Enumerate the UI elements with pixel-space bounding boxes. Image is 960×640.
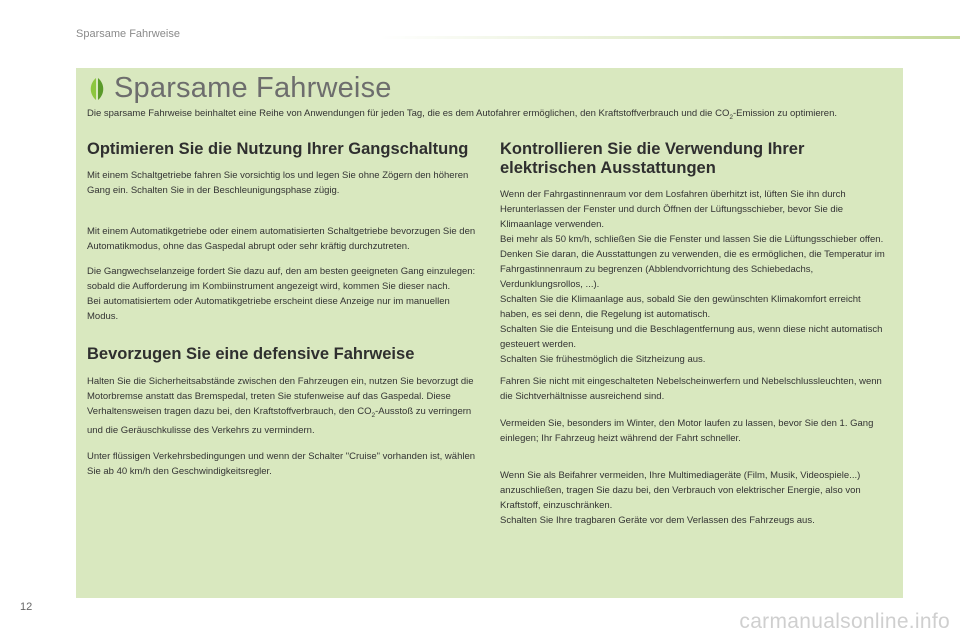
paragraph-indicator-manual-mode: Bei automatisiertem oder Automatikgetriebe erscheint diese Anzeige nur im manuellen Modus. — [87, 296, 450, 322]
paragraph-defrost-off: Schalten Sie die Enteisung und die Beschlagentfernung aus, wenn diese nicht automatisch gesteuert werden. — [500, 324, 883, 350]
header-rule — [380, 36, 960, 39]
paragraph-ventilate: Wenn der Fahrgastinnenraum vor dem Losfahren überhitzt ist, lüften Sie ihn durch Herunterlassen der Fenster und durch Öffnen der Lüftungsschieber, bevor Sie die Klimaanlage verwenden. — [500, 189, 846, 230]
intro-paragraph: Die sparsame Fahrweise beinhaltet eine Reihe von Anwendungen für jeden Tag, die es dem Autofahrer ermöglichen, den Kraftstoffverbrauch und die $CO_2$-Emission zu optimieren. — [87, 108, 837, 121]
paragraph-fog-lights: Fahren Sie nicht mit eingeschalteten Nebelscheinwerfern und Nebelschlussleuchten, wenn die Sichtverhältnisse ausreichend sind. — [500, 376, 882, 402]
paragraph-close-windows: Bei mehr als 50 km/h, schließen Sie die Fenster und lassen Sie die Lüftungsschieber offen. — [500, 234, 884, 245]
paragraph-limit-temperature: Denken Sie daran, die Ausstattungen zu verwenden, die es ermöglichen, die Temperatur im Fahrgastinnenraum zu begrenzen (Abblendvorrichtung des Schiebedachs, Verdunklungsrollos, ...). — [500, 249, 885, 290]
running-head: Sparsame Fahrweise — [76, 28, 180, 40]
paragraph-cruise-control: Unter flüssigen Verkehrsbedingungen und wenn der Schalter "Cruise" vorhanden ist, wählen Sie ab 40 km/h den Geschwindigkeitsregler. — [87, 450, 476, 477]
section-heading-gearshift: Optimieren Sie die Nutzung Ihrer Gangschaltung — [87, 140, 469, 158]
section-heading-defensive-driving: Bevorzugen Sie eine defensive Fahrweise — [87, 345, 415, 363]
right-column — [500, 140, 890, 528]
paragraph-air-conditioning-off: Schalten Sie die Klimaanlage aus, sobald Sie den gewünschten Klimakomfort erreicht haben, es sei denn, die Regelung ist automatisch. — [500, 294, 861, 320]
paragraph-multimedia-devices: Wenn Sie als Beifahrer vermeiden, Ihre Multimediageräte (Film, Musik, Videospiele...) anzuschließen, tragen Sie dazu bei, den Verbrauch von elektrischer Energie, also von Kraftstoff, einzuschränken. — [500, 470, 861, 511]
paragraph-engine-idle: Vermeiden Sie, besonders im Winter, den Motor laufen zu lassen, bevor Sie den 1. Gang einlegen; Ihr Fahrzeug heizt während der Fahrt schneller. — [500, 418, 874, 444]
leaf-icon — [86, 76, 108, 102]
watermark: carmanualsonline.info — [739, 610, 950, 633]
paragraph-safe-distance: Halten Sie die Sicherheitsabstände zwischen den Fahrzeugen ein, nutzen Sie bevorzugt die Motorbremse anstatt das Bremspedal, treten Sie stufenweise auf das Gaspedal. Diese Verhaltensweisen tragen dazu bei, den Kraftstoffverbrauch, den $CO_2$-Ausstoß zu verringern und die Geräuschkulisse des Verkehrs zu vermindern. — [87, 376, 474, 436]
left-column — [87, 140, 482, 479]
paragraph-portable-devices: Schalten Sie Ihre tragbaren Geräte vor dem Verlassen des Fahrzeugs aus. — [500, 515, 815, 526]
section-heading-electrical-equipment: Kontrollieren Sie die Verwendung Ihrer elektrischen Ausstattungen — [500, 140, 805, 177]
paragraph-seat-heating-off: Schalten Sie frühestmöglich die Sitzheizung aus. — [500, 354, 706, 365]
paragraph-manual-gearbox: Mit einem Schaltgetriebe fahren Sie vorsichtig los und legen Sie ohne Zögern den höheren Gang ein. Schalten Sie in der Beschleunigungsphase zügig. — [87, 170, 469, 196]
page-number: 12 — [20, 601, 33, 613]
page-title: Sparsame Fahrweise — [114, 72, 392, 104]
paragraph-automatic-gearbox: Mit einem Automatikgetriebe oder einem automatisierten Schaltgetriebe bevorzugen Sie den Automatikmodus, ohne das Gaspedal abrupt oder sehr kräftig durchzutreten. — [87, 226, 476, 252]
paragraph-gearshift-indicator: Die Gangwechselanzeige fordert Sie dazu auf, den am besten geeigneten Gang einzulegen: sobald die Aufforderung im Kombiinstrument angezeigt wird, kommen Sie dieser nach. — [87, 266, 476, 292]
